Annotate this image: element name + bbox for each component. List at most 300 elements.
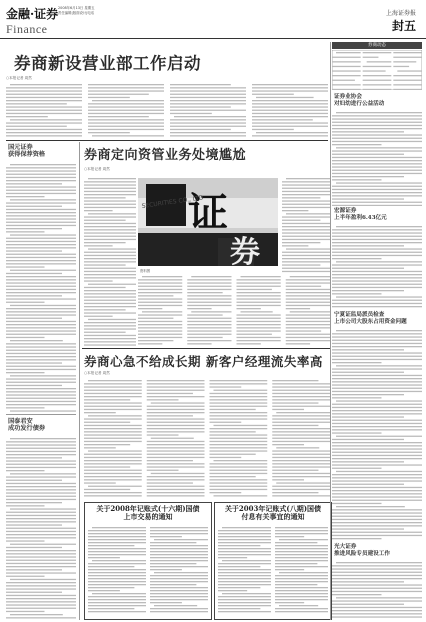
text-line (150, 569, 182, 570)
text-line (84, 479, 142, 480)
text-line (214, 495, 268, 496)
notice-left-lines (88, 527, 208, 612)
text-line (6, 298, 76, 299)
text-line (272, 431, 330, 432)
text-line (282, 229, 330, 230)
text-line (332, 588, 422, 589)
text-line (6, 90, 82, 91)
text-line (282, 264, 320, 265)
text-line (332, 391, 422, 392)
text-line (6, 444, 76, 445)
text-line (84, 293, 136, 294)
text-line (84, 332, 126, 333)
text-line (150, 611, 208, 612)
text-line (6, 295, 62, 296)
text-line (6, 464, 76, 465)
text-line (332, 157, 422, 158)
text-line (187, 282, 231, 283)
sidebar-item3-title-line2: 上市公司大股东占用资金问题 (334, 319, 407, 325)
text-line (6, 385, 62, 386)
text-line (272, 463, 330, 464)
text-line (84, 422, 130, 423)
notice-right-title-line1: 关于2003年记账式(八期)国债 (224, 504, 322, 513)
text-line (6, 470, 45, 471)
text-line (6, 135, 82, 136)
text-line (10, 438, 76, 439)
text-line (6, 193, 76, 194)
text-line (332, 138, 422, 139)
text-line (332, 303, 422, 304)
text-line (210, 434, 268, 435)
text-line (84, 466, 130, 467)
text-line (282, 191, 330, 192)
text-line (6, 186, 76, 187)
text-line (170, 126, 246, 127)
text-line (10, 119, 82, 120)
text-line (332, 572, 422, 573)
text-line (210, 386, 242, 387)
text-line (6, 238, 76, 239)
text-line (6, 454, 76, 455)
text-line (138, 327, 182, 328)
text-line (336, 226, 422, 227)
text-line (275, 596, 328, 597)
text-line (84, 184, 136, 185)
text-line (150, 599, 208, 600)
text-line (252, 135, 328, 136)
text-line (332, 245, 404, 246)
text-line (332, 509, 422, 510)
text-line (88, 106, 164, 107)
text-line (170, 110, 246, 111)
text-line (150, 542, 196, 543)
text-line (272, 476, 330, 477)
text-line (6, 231, 45, 232)
text-line (84, 223, 136, 224)
left-story2-title-line2: 成功发行债券 (8, 425, 46, 432)
text-line (147, 409, 205, 410)
text-line (332, 189, 422, 190)
notice-left-title-line2: 上市交易的通知 (123, 512, 173, 521)
text-line (332, 192, 422, 193)
text-line (187, 321, 231, 322)
notice-right-title-line2: 付息有关事宜的通知 (241, 512, 305, 521)
text-line (252, 87, 328, 88)
sidebar-item4-text (332, 560, 422, 618)
text-line (332, 613, 422, 614)
text-line (332, 423, 422, 424)
text-line (6, 598, 76, 599)
text-line (222, 593, 271, 594)
text-line (272, 489, 330, 490)
text-line (150, 530, 208, 531)
text-line (393, 89, 422, 90)
text-line (218, 536, 271, 537)
text-line (6, 196, 45, 197)
text-line (241, 311, 273, 312)
text-line (218, 539, 271, 540)
sidebar-item3-text (332, 328, 422, 542)
text-line (279, 572, 328, 573)
notice-left-title-line1: 关于2008年记账式(十六期)国债 (96, 504, 200, 513)
text-line (84, 290, 136, 291)
text-line (6, 247, 76, 248)
text-line (147, 434, 179, 435)
text-line (6, 327, 76, 328)
sidebar-item1-title (334, 94, 420, 108)
text-line (6, 391, 76, 392)
text-line (252, 129, 294, 130)
text-line (282, 204, 330, 205)
text-line (170, 122, 246, 123)
text-line (147, 428, 205, 429)
text-line (272, 495, 330, 496)
text-line (88, 248, 136, 249)
text-line (332, 340, 422, 341)
text-line (332, 600, 422, 601)
text-line (6, 502, 62, 503)
center-byline: ○本报记者 周然 (84, 167, 110, 171)
text-line (6, 512, 76, 513)
text-line (332, 420, 422, 421)
text-line (363, 75, 392, 76)
text-line (272, 393, 330, 394)
text-line (279, 539, 328, 540)
text-line (336, 112, 422, 113)
text-line (210, 454, 256, 455)
text-line (332, 528, 404, 529)
text-line (10, 234, 76, 235)
text-line (88, 551, 146, 552)
text-line (237, 282, 281, 283)
sidebar-item2-lines (332, 226, 422, 307)
text-line (6, 566, 76, 567)
text-line (332, 432, 382, 433)
text-line (332, 280, 422, 281)
text-line (84, 431, 142, 432)
text-line (332, 532, 422, 533)
text-line (218, 566, 260, 567)
left-story1-text (6, 162, 76, 412)
text-line (6, 126, 67, 127)
text-line (282, 181, 330, 182)
text-line (6, 401, 76, 402)
text-line (332, 503, 382, 504)
text-line (210, 406, 268, 407)
text-line (10, 579, 76, 580)
notice-right-lines (218, 527, 328, 612)
text-line (10, 340, 63, 341)
text-line (6, 302, 45, 303)
text-line (218, 608, 260, 609)
text-line (210, 463, 268, 464)
text-line (336, 597, 422, 598)
text-line (332, 252, 422, 253)
text-line (336, 506, 405, 507)
text-line (282, 220, 320, 221)
text-line (88, 587, 134, 588)
text-line (147, 390, 205, 391)
text-line (286, 292, 330, 293)
sidebar-item3-lines (332, 330, 422, 539)
text-line (187, 286, 231, 287)
text-line (272, 425, 318, 426)
photo-char-1: 证 (188, 189, 228, 236)
text-line (286, 314, 330, 315)
text-line (210, 418, 268, 419)
text-line (10, 199, 76, 200)
text-line (286, 298, 330, 299)
text-line (88, 319, 136, 320)
text-line (154, 539, 208, 540)
text-line (88, 548, 146, 549)
text-line (6, 94, 82, 95)
text-line (363, 70, 386, 71)
text-line (332, 464, 422, 465)
text-line (252, 84, 328, 85)
text-line (210, 470, 268, 471)
text-line (154, 572, 208, 573)
text-line (6, 202, 76, 203)
text-line (88, 103, 164, 104)
text-line (237, 334, 272, 335)
text-line (84, 216, 136, 217)
text-line (332, 333, 422, 334)
text-line (84, 300, 136, 301)
center-left-lines (84, 178, 136, 346)
text-line (138, 334, 182, 335)
text-line (84, 482, 116, 483)
text-line (138, 292, 182, 293)
text-line (282, 245, 308, 246)
text-line (237, 327, 281, 328)
text-line (10, 473, 76, 474)
text-line (332, 500, 422, 501)
text-line (92, 527, 146, 528)
text-line (84, 274, 136, 275)
text-line (92, 135, 164, 136)
text-line (332, 496, 422, 497)
text-line (332, 394, 404, 395)
text-line (84, 396, 142, 397)
text-line (10, 164, 76, 165)
text-line (147, 425, 205, 426)
text-line (282, 194, 330, 195)
text-line (272, 415, 330, 416)
text-line (332, 538, 382, 539)
text-line (218, 530, 271, 531)
text-line (84, 434, 142, 435)
text-line (88, 536, 146, 537)
text-line (84, 386, 142, 387)
text-line (6, 308, 76, 309)
text-line (6, 601, 76, 602)
text-line (6, 122, 82, 123)
sidebar-item2-title-line1: 宏源证券 (334, 208, 357, 214)
text-line (210, 399, 268, 400)
text-line (84, 316, 113, 317)
text-line (210, 457, 242, 458)
text-line (282, 216, 330, 217)
text-line (275, 584, 317, 585)
text-line (6, 87, 82, 88)
text-line (332, 349, 404, 350)
notice-right-text (218, 525, 328, 615)
text-line (332, 484, 404, 485)
text-line (332, 343, 422, 344)
photo-graphic (138, 178, 278, 266)
text-line (6, 366, 76, 367)
text-line (332, 300, 422, 301)
text-line (88, 581, 146, 582)
text-line (218, 542, 271, 543)
text-line (6, 321, 76, 322)
text-line (138, 343, 162, 344)
text-line (187, 279, 231, 280)
left-story2-text (6, 436, 76, 620)
masthead-meta (58, 6, 238, 16)
notice-left-box (84, 502, 212, 620)
text-line (138, 321, 182, 322)
text-line (332, 293, 382, 294)
text-line (222, 527, 271, 528)
text-line (6, 604, 76, 605)
text-line (276, 412, 330, 413)
text-line (6, 311, 76, 312)
text-line (332, 359, 422, 360)
text-line (210, 393, 268, 394)
page-number: 封五 (391, 19, 416, 33)
text-line (147, 386, 205, 387)
text-line (210, 450, 268, 451)
text-line (88, 557, 120, 558)
text-line (88, 284, 136, 285)
text-line (332, 336, 422, 337)
text-line (150, 557, 208, 558)
masthead (0, 0, 426, 39)
text-line (218, 563, 271, 564)
text-line (252, 116, 328, 117)
text-line (332, 535, 422, 536)
text-line (332, 352, 422, 353)
text-line (282, 252, 330, 253)
text-line (272, 438, 330, 439)
text-line (170, 94, 246, 95)
center-story-text-bottom (138, 274, 330, 346)
notice-right-box (214, 502, 332, 620)
text-line (275, 599, 328, 600)
text-line (6, 103, 67, 104)
text-line (363, 66, 392, 67)
text-line (332, 584, 422, 585)
text-line (6, 116, 48, 117)
text-line (332, 375, 422, 376)
text-line (150, 590, 208, 591)
text-line (272, 428, 330, 429)
center-headline: 券商定向资管业务处境尴尬 (84, 148, 247, 163)
text-line (84, 399, 130, 400)
text-line (6, 292, 76, 293)
text-line (286, 248, 330, 249)
text-line (256, 132, 328, 133)
text-line (187, 318, 231, 319)
text-line (6, 576, 45, 577)
text-line (6, 486, 76, 487)
notice-right-title (217, 505, 329, 521)
text-line (6, 398, 76, 399)
text-line (363, 84, 392, 85)
text-line (84, 207, 136, 208)
text-line (237, 321, 281, 322)
sidebar-box-header: 券商动态 (332, 42, 422, 49)
text-line (88, 596, 146, 597)
text-line (332, 128, 422, 129)
text-line (332, 413, 422, 414)
text-line (332, 160, 422, 161)
text-line (6, 592, 62, 593)
sidebar-item3-title (334, 312, 420, 326)
text-line (272, 444, 304, 445)
text-line (84, 200, 136, 201)
text-line (84, 418, 142, 419)
text-line (332, 205, 422, 206)
text-line (6, 266, 45, 267)
text-line (332, 458, 422, 459)
text-line (84, 335, 136, 336)
text-line (332, 362, 382, 363)
text-line (282, 210, 308, 211)
text-line (88, 415, 142, 416)
text-line (170, 87, 246, 88)
text-line (275, 557, 328, 558)
text-line (187, 298, 231, 299)
text-line (286, 178, 330, 179)
text-line (210, 486, 268, 487)
text-line (84, 447, 116, 448)
text-line (174, 116, 246, 117)
text-line (332, 525, 422, 526)
text-line (170, 106, 231, 107)
text-line (92, 100, 164, 101)
text-line (88, 533, 146, 534)
text-line (147, 444, 205, 445)
text-line (286, 289, 330, 290)
text-line (252, 103, 328, 104)
text-line (332, 122, 422, 123)
text-line (210, 412, 268, 413)
text-line (279, 605, 318, 606)
text-line (332, 75, 361, 76)
text-line (286, 327, 330, 328)
text-line (252, 119, 313, 120)
text-line (282, 268, 330, 269)
text-line (6, 222, 76, 223)
text-line (252, 110, 328, 111)
text-line (6, 97, 82, 98)
text-line (6, 588, 76, 589)
text-line (84, 344, 136, 345)
text-line (336, 365, 422, 366)
text-line (282, 271, 330, 272)
text-line (241, 276, 281, 277)
text-line (187, 292, 222, 293)
text-line (6, 241, 76, 242)
text-line (138, 286, 182, 287)
text-line (332, 384, 422, 385)
text-line (275, 545, 328, 546)
text-line (275, 527, 328, 528)
text-line (147, 406, 205, 407)
